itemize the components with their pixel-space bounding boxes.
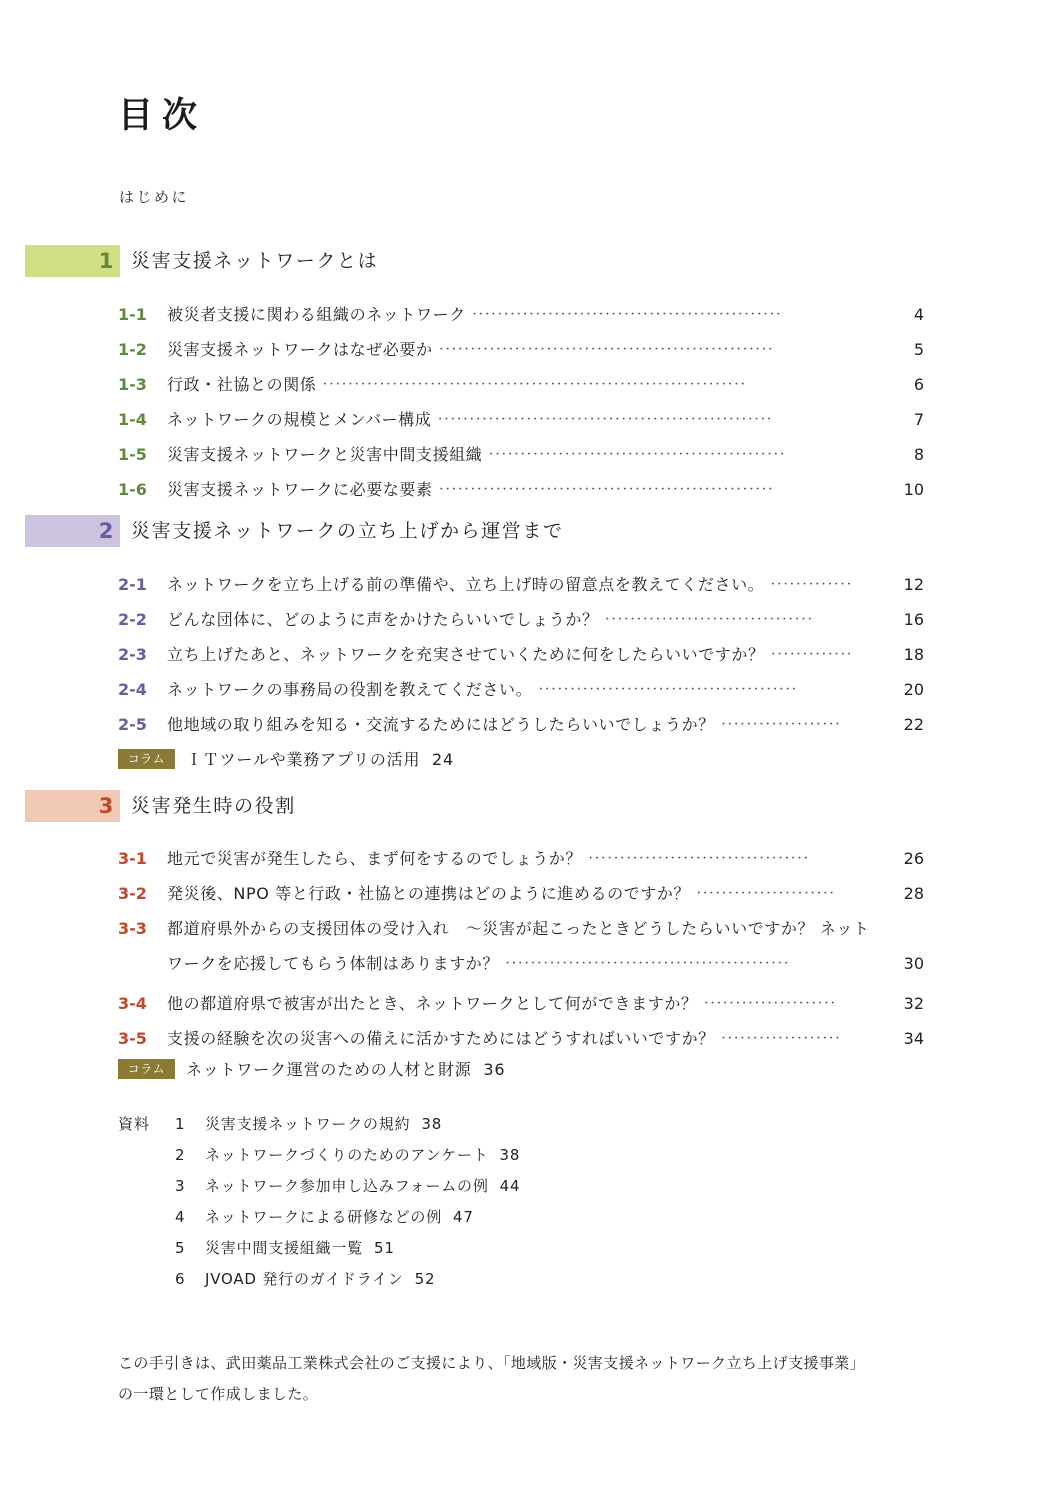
page-title: 目次 [118, 96, 207, 136]
section-number: 2-4 [118, 680, 147, 699]
appendix-title: ネットワークによる研修などの例 [205, 1208, 443, 1226]
section-number: 1-4 [118, 410, 147, 429]
appendix-item-5[interactable] [175, 1237, 395, 1267]
section-number: 2-2 [118, 610, 147, 629]
section-number: 2-3 [118, 645, 147, 664]
footer-note-line2: の一環として作成しました。 [118, 1385, 319, 1403]
section-number: 1-2 [118, 340, 147, 359]
dot-leader: ····················· [703, 995, 837, 1012]
appendix-item-2[interactable] [175, 1144, 520, 1174]
page-number: 7 [913, 410, 924, 429]
appendix-title: ネットワークづくりのためのアンケート [205, 1146, 489, 1164]
appendix-page: 47 [453, 1208, 474, 1226]
appendix-title: 災害支援ネットワークの規約 [205, 1115, 411, 1133]
section-title: 支援の経験を次の災害への備えに活かすためにはどうすればいいですか？ [167, 1029, 715, 1048]
chapter-heading-1 [0, 245, 1054, 279]
page-number: 6 [913, 375, 924, 394]
chapter-title-1: 災害支援ネットワークとは [131, 250, 379, 272]
toc-entry-1-5[interactable] [118, 441, 924, 471]
toc-entry-1-6[interactable] [118, 476, 924, 506]
toc-entry-3-3-line2[interactable] [118, 950, 924, 980]
appendix-page: 38 [499, 1146, 521, 1164]
appendix-number: 5 [175, 1239, 186, 1257]
toc-entry-2-5[interactable] [118, 711, 924, 741]
section-title-continued: ワークを応援してもらう体制はありますか？ [167, 954, 500, 973]
page-number: 34 [903, 1029, 924, 1048]
column-title [186, 747, 454, 773]
footer-note [118, 1348, 938, 1410]
dot-leader: ················································· [471, 306, 782, 323]
section-title: どんな団体に、どのように声をかけたらいいでしょうか？ [167, 610, 599, 629]
toc-entry-3-5[interactable] [118, 1025, 924, 1055]
page-number: 20 [903, 680, 924, 699]
appendix-number: 2 [175, 1146, 186, 1164]
page-number: 16 [903, 610, 924, 629]
appendix-number: 3 [175, 1177, 186, 1195]
section-number: 3-1 [118, 849, 147, 868]
toc-entry-1-4[interactable] [118, 406, 924, 436]
section-title: 災害支援ネットワークに必要な要素 [167, 480, 433, 499]
appendix-item-4[interactable] [175, 1206, 474, 1236]
section-title: ネットワークを立ち上げる前の準備や、立ち上げ時の留意点を教えてください。 [167, 575, 765, 594]
dot-leader: ································· [604, 611, 814, 628]
toc-entry-2-2[interactable] [118, 606, 924, 636]
section-title: 他地域の取り組みを知る・交流するためにはどうしたらいいでしょうか？ [167, 715, 715, 734]
section-title: ネットワークの規模とメンバー構成 [167, 410, 432, 429]
column-title-text: ネットワーク運営のための人材と財源 [186, 1060, 472, 1079]
page-number: 10 [903, 480, 924, 499]
dot-leader: ······················ [696, 885, 836, 902]
page-number: 32 [903, 994, 924, 1013]
column-badge: コラム [118, 749, 175, 769]
toc-entry-2-4[interactable] [118, 676, 924, 706]
section-title: 立ち上げたあと、ネットワークを充実させていくために何をしたらいいですか？ [167, 645, 765, 664]
toc-entry-2-1[interactable] [118, 571, 924, 601]
appendix-number: 6 [175, 1270, 186, 1288]
appendix-item-6[interactable] [175, 1268, 435, 1298]
appendix-title: 災害中間支援組織一覧 [205, 1239, 364, 1257]
dot-leader: ··················· [720, 1030, 842, 1047]
section-title: 災害支援ネットワークと災害中間支援組織 [167, 445, 483, 464]
footer-note-line1: この手引きは、武田薬品工業株式会社のご支援により、「地域版・災害支援ネットワーク立ち上げ支援事業」 [118, 1354, 866, 1372]
chapter-heading-2 [0, 515, 1054, 549]
chapter-title-2: 災害支援ネットワークの立ち上げから運営まで [131, 520, 564, 542]
appendix-page: 52 [414, 1270, 436, 1288]
column-page-number: 36 [483, 1060, 506, 1079]
appendix-number: 4 [175, 1208, 186, 1226]
toc-entry-3-1[interactable] [118, 845, 924, 875]
toc-entry-3-3-line1[interactable] [118, 915, 924, 945]
appendix-item-1[interactable] [175, 1113, 442, 1143]
section-number: 3-4 [118, 994, 147, 1013]
section-number: 2-5 [118, 715, 147, 734]
section-number: 1-6 [118, 480, 147, 499]
chapter-heading-3 [0, 790, 1054, 824]
dot-leader: ············· [770, 576, 853, 593]
page-number: 4 [913, 305, 924, 324]
page-number: 30 [903, 954, 924, 973]
appendix-item-3[interactable] [175, 1175, 520, 1205]
section-number: 3-3 [118, 919, 147, 938]
preface-label: はじめに [119, 188, 190, 206]
column-page-number: 24 [432, 750, 454, 769]
appendix-page: 51 [374, 1239, 395, 1257]
section-title: ネットワークの事務局の役割を教えてください。 [167, 680, 533, 699]
section-title: 行政・社協との関係 [167, 375, 317, 394]
section-number: 1-1 [118, 305, 147, 324]
appendix-title: JVOAD 発行のガイドライン [205, 1270, 404, 1288]
page-number: 8 [913, 445, 924, 464]
appendix-title: ネットワーク参加申し込みフォームの例 [205, 1177, 489, 1195]
page-number: 18 [903, 645, 924, 664]
dot-leader: ············································· [505, 955, 790, 972]
toc-entry-1-3[interactable] [118, 371, 924, 401]
toc-entry-2-3[interactable] [118, 641, 924, 671]
chapter-number-2: 2 [98, 519, 114, 543]
column-title-text: ＩＴツールや業務アプリの活用 [186, 750, 421, 769]
page-number: 22 [903, 715, 924, 734]
section-number: 1-3 [118, 375, 147, 394]
toc-entry-3-4[interactable] [118, 990, 924, 1020]
dot-leader: ··············································· [488, 446, 786, 463]
dot-leader: ··································································· [322, 376, 747, 393]
appendix-page: 44 [499, 1177, 521, 1195]
dot-leader: ········································· [538, 681, 798, 698]
page-number: 12 [903, 575, 924, 594]
dot-leader: ····················································· [437, 411, 773, 428]
section-title: 他の都道府県で被害が出たとき、ネットワークとして何ができますか？ [167, 994, 698, 1013]
section-number: 2-1 [118, 575, 147, 594]
section-title: 都道府県外からの支援団体の受け入れ 〜災害が起こったときどうしたらいいですか？ ネット [167, 919, 870, 938]
dot-leader: ····················································· [438, 341, 774, 358]
toc-entry-1-2[interactable] [118, 336, 924, 366]
page-number: 28 [903, 884, 924, 903]
section-title: 災害支援ネットワークはなぜ必要か [167, 340, 433, 359]
section-number: 3-2 [118, 884, 147, 903]
section-title: 地元で災害が発生したら、まず何をするのでしょうか？ [167, 849, 583, 868]
toc-entry-1-1[interactable] [118, 301, 924, 331]
column-title [186, 1057, 505, 1083]
chapter-number-3: 3 [98, 794, 114, 818]
section-title: 発災後、NPO 等と行政・社協との連携はどのように進めるのですか？ [167, 884, 691, 903]
page-number: 26 [903, 849, 924, 868]
page-number: 5 [913, 340, 924, 359]
chapter-number-1: 1 [98, 249, 114, 273]
appendix-page: 38 [421, 1115, 443, 1133]
section-title: 被災者支援に関わる組織のネットワーク [167, 305, 466, 324]
dot-leader: ··································· [588, 850, 810, 867]
appendix-number: 1 [175, 1115, 186, 1133]
section-number: 3-5 [118, 1029, 147, 1048]
toc-entry-3-2[interactable] [118, 880, 924, 910]
dot-leader: ··················· [720, 716, 842, 733]
section-number: 1-5 [118, 445, 147, 464]
dot-leader: ············· [770, 646, 853, 663]
dot-leader: ····················································· [438, 481, 774, 498]
appendix-label: 資料 [118, 1115, 151, 1133]
column-badge: コラム [118, 1059, 175, 1079]
chapter-title-3: 災害発生時の役割 [131, 795, 296, 817]
